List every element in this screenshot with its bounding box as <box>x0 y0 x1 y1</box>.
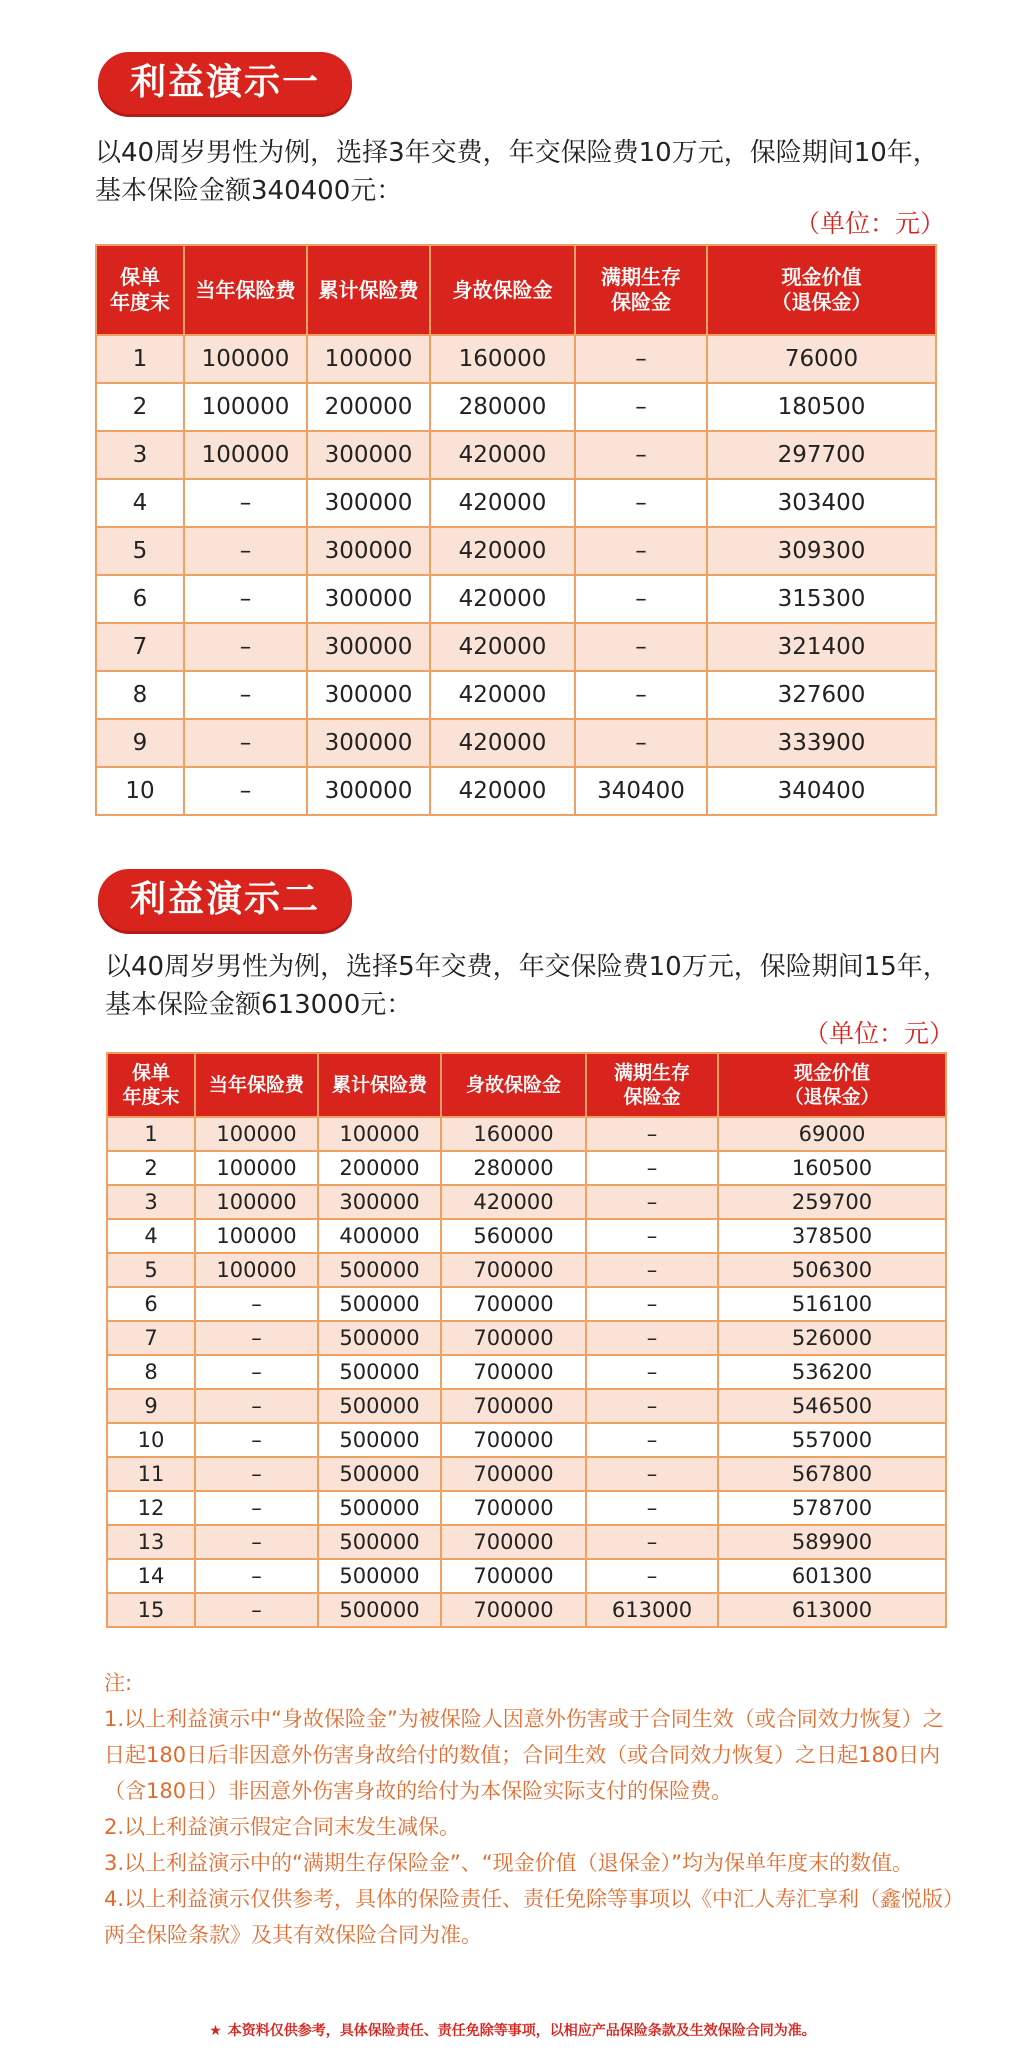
table-cell: 420000 <box>430 431 575 479</box>
table-cell: – <box>184 623 307 671</box>
table-cell: – <box>195 1593 318 1627</box>
table-cell: – <box>586 1151 718 1185</box>
table-cell: 100000 <box>184 431 307 479</box>
table-cell: 613000 <box>718 1593 946 1627</box>
demo2-unit-label: （单位：元） <box>804 1019 955 1048</box>
table-cell: 378500 <box>718 1219 946 1253</box>
table-cell: 2 <box>107 1151 195 1185</box>
table-row <box>107 1219 946 1253</box>
note-item-4: 4.以上利益演示仅供参考，具体的保险责任、责任免除等事项以《中汇人寿汇享利（鑫悦版）两全保险条款》及其有效保险合同为准。 <box>104 1887 954 1947</box>
table-cell: 536200 <box>718 1355 946 1389</box>
table-cell: – <box>184 767 307 815</box>
table-cell: 100000 <box>307 335 430 383</box>
table-cell: 300000 <box>307 671 430 719</box>
table-cell: – <box>575 383 707 431</box>
table-cell: – <box>586 1525 718 1559</box>
table-cell: 500000 <box>318 1491 441 1525</box>
table-row <box>96 719 936 767</box>
table-cell: 9 <box>96 719 184 767</box>
footer-text: 本资料仅供参考，具体保险责任、责任免除等事项，以相应产品保险条款及生效保险合同为准。 <box>227 2023 816 2039</box>
table-cell: 15 <box>107 1593 195 1627</box>
table-cell: – <box>184 575 307 623</box>
table-cell: 200000 <box>318 1151 441 1185</box>
table-cell: 300000 <box>307 575 430 623</box>
table-cell: 516100 <box>718 1287 946 1321</box>
table-row <box>96 575 936 623</box>
table-row <box>96 623 936 671</box>
column-header: 满期生存 保险金 <box>575 245 707 335</box>
notes-label: 注: <box>104 1671 133 1695</box>
table-cell: 259700 <box>718 1185 946 1219</box>
table-cell: 100000 <box>318 1117 441 1151</box>
table-cell: – <box>184 671 307 719</box>
table-cell: – <box>586 1423 718 1457</box>
table-cell: 601300 <box>718 1559 946 1593</box>
column-header: 现金价值 （退保金） <box>707 245 936 335</box>
table-cell: 526000 <box>718 1321 946 1355</box>
table-cell: 3 <box>96 431 184 479</box>
table-cell: 13 <box>107 1525 195 1559</box>
table-cell: 578700 <box>718 1491 946 1525</box>
table-cell: 100000 <box>184 383 307 431</box>
table-row <box>107 1287 946 1321</box>
table-row <box>107 1389 946 1423</box>
table-row <box>107 1457 946 1491</box>
table-cell: – <box>575 719 707 767</box>
table-cell: 500000 <box>318 1355 441 1389</box>
table-cell: 69000 <box>718 1117 946 1151</box>
table-cell: 500000 <box>318 1457 441 1491</box>
table-cell: 500000 <box>318 1559 441 1593</box>
table-row <box>107 1559 946 1593</box>
demo2-header-row <box>107 1053 946 1117</box>
table-cell: – <box>586 1117 718 1151</box>
table-cell: – <box>586 1559 718 1593</box>
table-row <box>96 335 936 383</box>
table-cell: – <box>575 527 707 575</box>
table-cell: 420000 <box>430 527 575 575</box>
table-row <box>107 1491 946 1525</box>
table-cell: 546500 <box>718 1389 946 1423</box>
demo1-intro <box>95 134 995 210</box>
table-cell: 160000 <box>430 335 575 383</box>
table-row <box>96 671 936 719</box>
table-cell: 340400 <box>707 767 936 815</box>
table-cell: 300000 <box>307 623 430 671</box>
table-cell: 100000 <box>195 1151 318 1185</box>
column-header: 保单 年度末 <box>96 245 184 335</box>
table-cell: – <box>184 527 307 575</box>
demo2-title: 利益演示二 <box>98 869 352 931</box>
table-cell: – <box>184 719 307 767</box>
table-cell: – <box>184 479 307 527</box>
table-cell: 280000 <box>441 1151 586 1185</box>
table-cell: 500000 <box>318 1525 441 1559</box>
table-cell: 700000 <box>441 1491 586 1525</box>
demo2-intro-line1: 以40周岁男性为例，选择5年交费，年交保险费10万元，保险期间15年， <box>105 952 949 982</box>
table-row <box>107 1525 946 1559</box>
table-cell: 9 <box>107 1389 195 1423</box>
column-header: 当年保险费 <box>184 245 307 335</box>
table-cell: 10 <box>96 767 184 815</box>
table-row <box>107 1321 946 1355</box>
demo1-title: 利益演示一 <box>98 52 352 114</box>
table-cell: 2 <box>96 383 184 431</box>
table-cell: 180500 <box>707 383 936 431</box>
table-cell: – <box>575 671 707 719</box>
table-cell: – <box>586 1321 718 1355</box>
star-icon: ★ <box>209 2023 222 2039</box>
table-row <box>107 1117 946 1151</box>
table-cell: 333900 <box>707 719 936 767</box>
table-cell: – <box>586 1185 718 1219</box>
table-cell: 700000 <box>441 1559 586 1593</box>
table-cell: – <box>575 335 707 383</box>
table-row <box>107 1253 946 1287</box>
table-row <box>96 479 936 527</box>
table-cell: 7 <box>107 1321 195 1355</box>
table-cell: 700000 <box>441 1525 586 1559</box>
table-row <box>107 1151 946 1185</box>
table-cell: 420000 <box>430 671 575 719</box>
table-row <box>96 431 936 479</box>
table-cell: 200000 <box>307 383 430 431</box>
table-cell: – <box>195 1491 318 1525</box>
table-cell: 420000 <box>430 479 575 527</box>
column-header: 满期生存 保险金 <box>586 1053 718 1117</box>
table-cell: 8 <box>96 671 184 719</box>
table-row <box>107 1593 946 1627</box>
table-cell: – <box>586 1457 718 1491</box>
table-cell: 297700 <box>707 431 936 479</box>
table-cell: 100000 <box>195 1185 318 1219</box>
table-cell: 76000 <box>707 335 936 383</box>
note-item-1: 1.以上利益演示中“身故保险金”为被保险人因意外伤害或于合同生效（或合同效力恢复）之日起180日后非因意外伤害身故给付的数值；合同生效（或合同效力恢复）之日起180日内（含180日）非因意外伤害身故的给付为本保险实际支付的保险费。 <box>104 1707 944 1803</box>
table-cell: 589900 <box>718 1525 946 1559</box>
table-cell: – <box>195 1457 318 1491</box>
demo1-header-row <box>96 245 936 335</box>
table-cell: 100000 <box>195 1253 318 1287</box>
table-cell: 11 <box>107 1457 195 1491</box>
table-cell: 420000 <box>430 575 575 623</box>
table-cell: 10 <box>107 1423 195 1457</box>
table-cell: 160500 <box>718 1151 946 1185</box>
table-cell: 500000 <box>318 1253 441 1287</box>
column-header: 保单 年度末 <box>107 1053 195 1117</box>
table-cell: – <box>195 1355 318 1389</box>
table-cell: 700000 <box>441 1457 586 1491</box>
table-cell: – <box>586 1219 718 1253</box>
table-cell: 309300 <box>707 527 936 575</box>
table-cell: 700000 <box>441 1389 586 1423</box>
table-cell: – <box>575 575 707 623</box>
column-header: 累计保险费 <box>318 1053 441 1117</box>
table-cell: 1 <box>107 1117 195 1151</box>
table-cell: 300000 <box>307 479 430 527</box>
table-cell: – <box>586 1253 718 1287</box>
table-cell: 160000 <box>441 1117 586 1151</box>
footer-disclaimer <box>0 2020 1025 2040</box>
table-row <box>96 527 936 575</box>
table-cell: – <box>586 1355 718 1389</box>
table-cell: 100000 <box>184 335 307 383</box>
demo1-intro-line1: 以40周岁男性为例，选择3年交费，年交保险费10万元，保险期间10年， <box>95 138 939 168</box>
table-cell: 100000 <box>195 1117 318 1151</box>
column-header: 当年保险费 <box>195 1053 318 1117</box>
table-cell: 500000 <box>318 1423 441 1457</box>
table-cell: 700000 <box>441 1423 586 1457</box>
table-cell: 4 <box>96 479 184 527</box>
table-cell: 6 <box>96 575 184 623</box>
column-header: 现金价值 （退保金） <box>718 1053 946 1117</box>
table-cell: 5 <box>107 1253 195 1287</box>
column-header: 身故保险金 <box>441 1053 586 1117</box>
table-row <box>107 1185 946 1219</box>
table-cell: 100000 <box>195 1219 318 1253</box>
demo1-intro-line2: 基本保险金额340400元： <box>95 176 403 206</box>
table-cell: 500000 <box>318 1389 441 1423</box>
table-cell: – <box>586 1287 718 1321</box>
table-row <box>107 1423 946 1457</box>
table-cell: 6 <box>107 1287 195 1321</box>
table-cell: 303400 <box>707 479 936 527</box>
table-cell: 557000 <box>718 1423 946 1457</box>
table-cell: – <box>195 1321 318 1355</box>
table-cell: 700000 <box>441 1321 586 1355</box>
table-cell: – <box>195 1525 318 1559</box>
table-cell: 321400 <box>707 623 936 671</box>
column-header: 身故保险金 <box>430 245 575 335</box>
table-cell: 700000 <box>441 1593 586 1627</box>
table-cell: 420000 <box>430 623 575 671</box>
demo2-table <box>106 1052 947 1628</box>
notes <box>104 1665 964 1953</box>
table-cell: – <box>575 623 707 671</box>
table-cell: 1 <box>96 335 184 383</box>
table-cell: 300000 <box>307 527 430 575</box>
demo1-unit-label: （单位：元） <box>795 209 946 238</box>
table-cell: 700000 <box>441 1355 586 1389</box>
table-cell: 4 <box>107 1219 195 1253</box>
table-cell: 8 <box>107 1355 195 1389</box>
table-cell: 560000 <box>441 1219 586 1253</box>
note-item-2: 2.以上利益演示假定合同末发生减保。 <box>104 1815 461 1839</box>
table-cell: 12 <box>107 1491 195 1525</box>
table-cell: 567800 <box>718 1457 946 1491</box>
table-cell: 420000 <box>430 719 575 767</box>
table-cell: – <box>586 1389 718 1423</box>
table-cell: 300000 <box>318 1185 441 1219</box>
table-cell: 280000 <box>430 383 575 431</box>
table-cell: – <box>586 1491 718 1525</box>
demo2-intro-line2: 基本保险金额613000元： <box>105 990 413 1020</box>
table-cell: 300000 <box>307 431 430 479</box>
table-row <box>96 383 936 431</box>
table-cell: 5 <box>96 527 184 575</box>
table-cell: 327600 <box>707 671 936 719</box>
table-cell: 420000 <box>441 1185 586 1219</box>
table-cell: – <box>195 1559 318 1593</box>
table-cell: – <box>195 1389 318 1423</box>
table-cell: – <box>575 479 707 527</box>
note-item-3: 3.以上利益演示中的“满期生存保险金”、“现金价值（退保金）”均为保单年度末的数值。 <box>104 1851 914 1875</box>
table-cell: 300000 <box>307 767 430 815</box>
table-cell: – <box>195 1287 318 1321</box>
table-row <box>107 1355 946 1389</box>
table-cell: – <box>575 431 707 479</box>
table-row <box>96 767 936 815</box>
column-header: 累计保险费 <box>307 245 430 335</box>
table-cell: – <box>195 1423 318 1457</box>
table-cell: 7 <box>96 623 184 671</box>
table-cell: 700000 <box>441 1253 586 1287</box>
table-cell: 340400 <box>575 767 707 815</box>
table-cell: 315300 <box>707 575 936 623</box>
demo1-table <box>95 244 937 816</box>
table-cell: 500000 <box>318 1287 441 1321</box>
table-cell: 700000 <box>441 1287 586 1321</box>
table-cell: 500000 <box>318 1321 441 1355</box>
table-cell: 400000 <box>318 1219 441 1253</box>
table-cell: 613000 <box>586 1593 718 1627</box>
table-cell: 14 <box>107 1559 195 1593</box>
table-cell: 420000 <box>430 767 575 815</box>
table-cell: 500000 <box>318 1593 441 1627</box>
table-cell: 506300 <box>718 1253 946 1287</box>
table-cell: 3 <box>107 1185 195 1219</box>
table-cell: 300000 <box>307 719 430 767</box>
demo2-intro <box>105 948 1005 1024</box>
